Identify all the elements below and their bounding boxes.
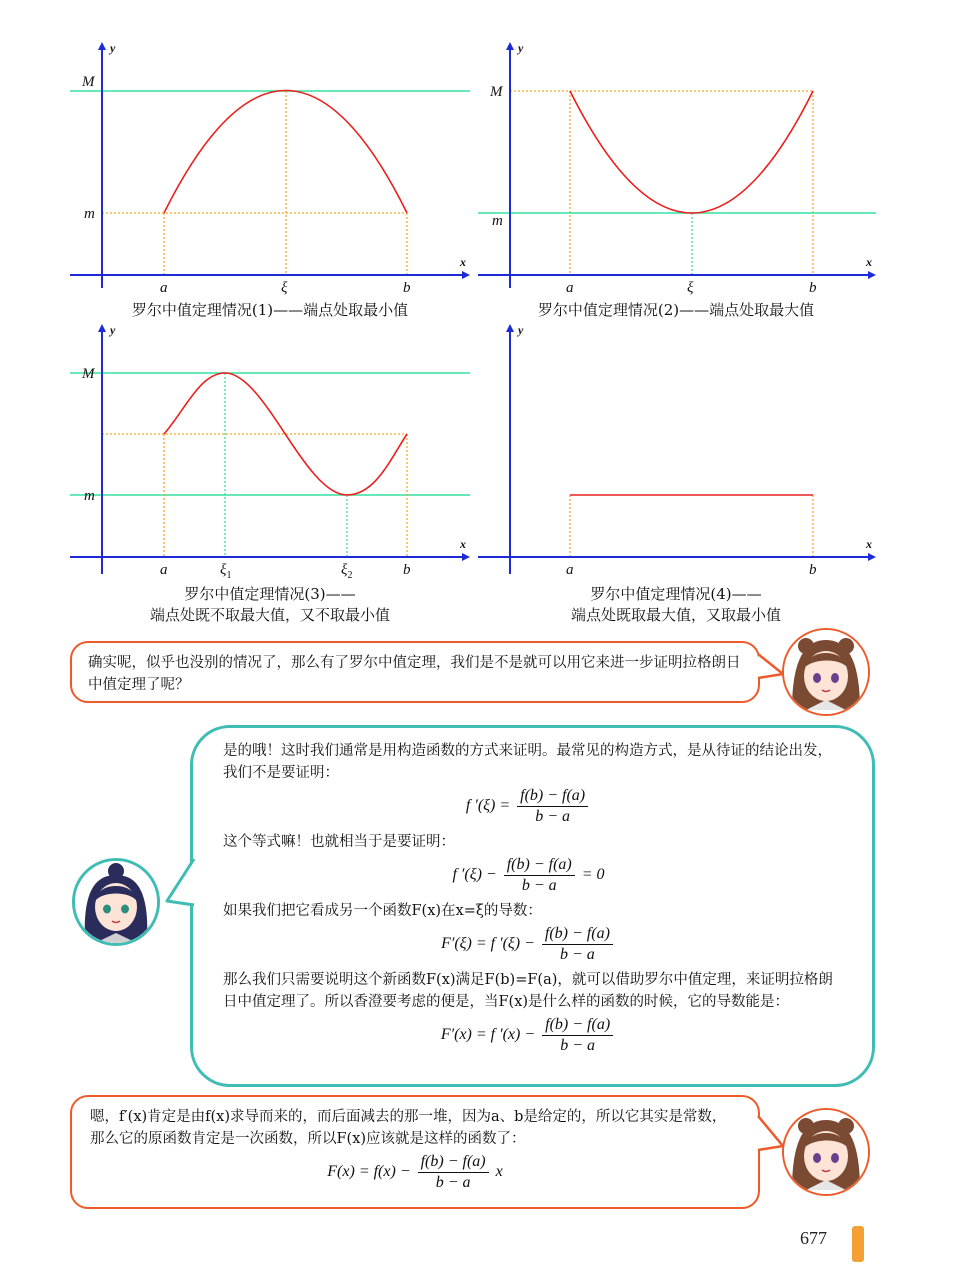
y-axis-arrow (98, 42, 106, 50)
label-m: m (492, 213, 503, 229)
equation-5-denominator: b − a (435, 1174, 471, 1191)
page-number: 677 (800, 1228, 827, 1248)
caption-case-2: 罗尔中值定理情况(2)——端点处取最大值 (537, 301, 815, 319)
equation-3-denominator: b − a (560, 946, 595, 963)
equation-5-fraction (418, 1152, 489, 1193)
label-xi2: $\xi_2$ (341, 562, 353, 581)
speech-bubble-2-tail (163, 855, 197, 915)
caption-case-4-line1: 罗尔中值定理情况(4)—— (590, 585, 762, 603)
equation-4-denominator: b − a (560, 1037, 596, 1054)
x-axis-label: x (460, 255, 466, 269)
equation-4 (223, 1015, 834, 1056)
caption-case-3-line1: 罗尔中值定理情况(3)—— (184, 585, 356, 603)
speech-bubble-3 (70, 1095, 760, 1209)
label-M: M (82, 74, 95, 90)
equation-5-lhs: F(x) = f(x) − (327, 1163, 411, 1181)
y-axis-label: y (110, 41, 116, 55)
dialog-3-p1: 嗯，f′(x)肯定是由f(x)求导而来的，而后面减去的那一堆，因为a、b是给定的，所以它其实是常数，那么它的原函数肯定是一次函数，所以F(x)应该就是这样的函数了： (90, 1109, 727, 1147)
curve (570, 91, 813, 213)
graph-case-1-svg (60, 38, 480, 298)
equation-4-fraction (542, 1015, 613, 1056)
equation-2-lhs: f ′(ξ) − (452, 866, 497, 884)
equation-4-numerator: f(b) − f(a) (542, 1015, 613, 1036)
speech-bubble-3-tail (755, 1112, 785, 1154)
y-axis-label: y (518, 41, 524, 55)
label-xi: ξ (687, 280, 694, 296)
equation-3-numerator: f(b) − f(a) (542, 924, 613, 945)
equation-2-numerator: f(b) − f(a) (504, 855, 575, 876)
dialog-2-p2: 这个等式嘛！也就相当于是要证明： (223, 834, 455, 850)
equation-1-lhs: f ′(ξ) = (465, 797, 511, 815)
label-m: m (84, 488, 95, 504)
equation-2-fraction (504, 855, 575, 896)
equation-1-numerator: f(b) − f(a) (517, 786, 588, 807)
page-tab-marker (852, 1226, 864, 1262)
dialog-2-p1: 是的哦！这时我们通常是用构造函数的方式来证明。最常见的构造方式，是从待证的结论出发，我们不是要证明： (223, 743, 832, 781)
label-M: M (82, 366, 95, 382)
graph-case-2 (468, 38, 888, 298)
label-m: m (84, 206, 95, 222)
equation-2 (223, 855, 834, 896)
speech-bubble-2 (190, 725, 875, 1087)
label-b: b (403, 562, 411, 578)
x-axis-arrow (868, 553, 876, 561)
dialog-1-text: 确实呢，似乎也没别的情况了，那么有了罗尔中值定理，我们是不是就可以用它来进一步证明拉格朗日中值定理了呢？ (88, 655, 741, 693)
x-axis-label: x (866, 537, 872, 551)
equation-4-lhs: F′(x) = f ′(x) − (440, 1026, 536, 1044)
label-xi: ξ (281, 280, 288, 296)
caption-case-3 (110, 584, 430, 626)
avatar-girl-brown-hair-2 (782, 1108, 870, 1196)
avatar-girl-brown-hair-icon (784, 630, 868, 714)
avatar-girl-brown-hair-2-icon (784, 1110, 868, 1194)
graph-case-4 (468, 320, 888, 582)
label-a: a (160, 280, 168, 296)
caption-case-3-line2: 端点处既不取最大值，又不取最小值 (149, 606, 390, 624)
y-axis-label: y (110, 323, 116, 337)
x-axis-label: x (866, 255, 872, 269)
label-b: b (809, 562, 817, 578)
label-xi1: $\xi_1$ (220, 562, 232, 581)
dialog-2-p3: 如果我们把它看成另一个函数F(x)在x=ξ的导数： (223, 903, 542, 919)
speech-bubble-1 (70, 641, 760, 703)
label-M: M (490, 84, 503, 100)
equation-1-fraction (517, 786, 588, 827)
equation-5-rhs: x (495, 1163, 503, 1181)
speech-bubble-1-tail (755, 650, 785, 684)
equation-3 (223, 924, 834, 965)
y-axis-label: y (518, 323, 524, 337)
graph-case-3-svg (60, 320, 480, 582)
equation-2-denominator: b − a (521, 877, 557, 894)
equation-2-rhs: = 0 (581, 866, 605, 884)
x-axis-arrow (868, 271, 876, 279)
caption-case-1: 罗尔中值定理情况(1)——端点处取最小值 (131, 301, 409, 319)
avatar-girl-navy-hair (72, 858, 160, 946)
x-axis-label: x (460, 537, 466, 551)
avatar-girl-brown-hair (782, 628, 870, 716)
graph-case-3 (60, 320, 480, 582)
graph-case-4-svg (468, 320, 888, 582)
equation-1 (223, 786, 834, 827)
graph-case-2-svg (468, 38, 888, 298)
y-axis-arrow (98, 324, 106, 332)
caption-case-4 (516, 584, 836, 626)
equation-3-lhs: F′(ξ) = f ′(ξ) − (441, 935, 535, 953)
equation-1-denominator: b − a (535, 808, 571, 825)
equation-5 (90, 1152, 740, 1193)
graph-case-1 (60, 38, 480, 298)
label-b: b (809, 280, 817, 296)
label-a: a (566, 280, 574, 296)
label-b: b (403, 280, 411, 296)
dialog-2-p4: 那么我们只需要说明这个新函数F(x)满足F(b)=F(a)，就可以借助罗尔中值定理，来证明拉格朗日中值定理了。所以香澄要考虑的便是，当F(x)是什么样的函数的时候，它的导数能是： (223, 972, 833, 1010)
label-a: a (566, 562, 574, 578)
caption-case-4-line2: 端点处既取最大值，又取最小值 (570, 606, 781, 624)
label-a: a (160, 562, 168, 578)
equation-3-fraction (542, 924, 613, 965)
equation-5-numerator: f(b) − f(a) (418, 1152, 489, 1173)
y-axis-arrow (506, 42, 514, 50)
avatar-girl-navy-hair-icon (75, 861, 157, 943)
y-axis-arrow (506, 324, 514, 332)
